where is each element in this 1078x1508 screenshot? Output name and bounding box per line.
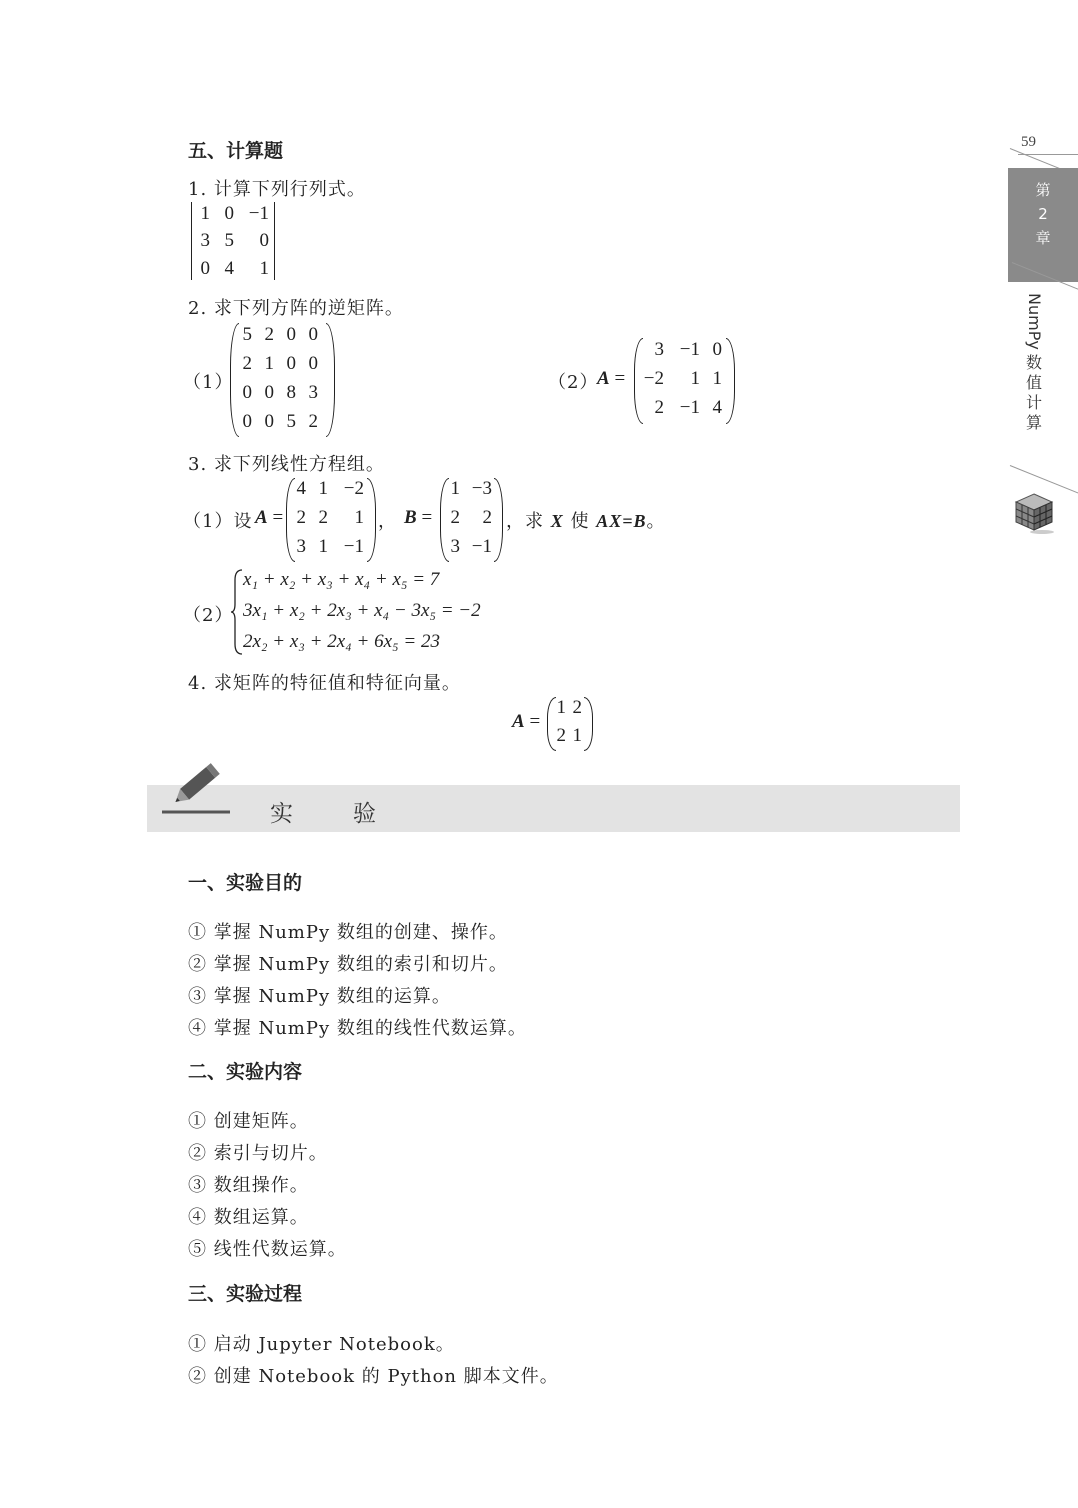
matrix-cell: −1	[471, 536, 492, 557]
paren-right	[326, 323, 335, 437]
system-equation: x₁ + x₂ + x₃ + x₄ + x₅ = 7	[243, 569, 440, 590]
det-cell: 5	[224, 230, 234, 251]
matrix-cell: 8	[286, 382, 296, 403]
matrix-cell: 2	[572, 697, 582, 718]
list-item: ① 掌握 NumPy 数组的创建、操作。	[188, 922, 508, 943]
matrix-cell: 0	[712, 339, 722, 360]
equation-lhs: B =	[404, 507, 433, 528]
chapter-title-latin: NumPy	[1025, 293, 1044, 350]
det-cell: 3	[200, 230, 210, 251]
matrix-cell: 3	[296, 536, 306, 557]
equation-lhs: A =	[597, 368, 626, 389]
matrix-cell: 0	[308, 353, 318, 374]
tail-text: 。	[646, 511, 666, 532]
label-2-1: （1）	[183, 372, 234, 393]
matrix-cell: 0	[242, 411, 252, 432]
matrix-cell: 5	[286, 411, 296, 432]
matrix-cell: 0	[308, 324, 318, 345]
matrix-cell: −1	[679, 339, 700, 360]
list-item: ② 索引与切片。	[188, 1143, 328, 1164]
list-item: ③ 掌握 NumPy 数组的运算。	[188, 986, 451, 1007]
question-1: 1. 计算下列行列式。	[188, 179, 366, 200]
question-2: 2. 求下列方阵的逆矩阵。	[188, 298, 404, 319]
matrix-cell: 4	[296, 478, 306, 499]
tail-text: 使	[570, 511, 590, 532]
matrix-cell: 2	[308, 411, 318, 432]
section-heading: 三、实验过程	[188, 1283, 303, 1305]
matrix-cell: 2	[242, 353, 252, 374]
matrix-cell: 2	[654, 397, 664, 418]
matrix-cell: 3	[450, 536, 460, 557]
question-4: 4. 求矩阵的特征值和特征向量。	[188, 673, 461, 694]
matrix-cell: 1	[354, 507, 364, 528]
matrix-cell: 2	[318, 507, 328, 528]
matrix-cell: 2	[450, 507, 460, 528]
matrix-cell: 1	[556, 697, 566, 718]
question-3: 3. 求下列线性方程组。	[188, 454, 385, 475]
matrix-cell: 3	[308, 382, 318, 403]
det-cell: 0	[200, 258, 210, 279]
matrix-cell: 2	[556, 725, 566, 746]
banner-title: 实验	[270, 801, 436, 827]
matrix-cell: 0	[286, 353, 296, 374]
matrix-cell: 1	[690, 368, 700, 389]
paren-right	[726, 338, 735, 424]
equation-lhs: A =	[512, 711, 541, 732]
system-brace	[230, 568, 244, 656]
chapter-label-3: 章	[1035, 229, 1051, 247]
list-item: ③ 数组操作。	[188, 1175, 309, 1196]
list-item: ⑤ 线性代数运算。	[188, 1239, 347, 1260]
chapter-label-1: 第	[1035, 181, 1051, 199]
tail-text: ，求	[506, 511, 544, 532]
chapter-title-vertical	[1022, 293, 1046, 433]
matrix-cell: 0	[242, 382, 252, 403]
matrix-cell: 3	[654, 339, 664, 360]
matrix-cell: 1	[318, 536, 328, 557]
det-cell: 0	[259, 230, 269, 251]
paren-right	[367, 478, 376, 562]
matrix-cell: 4	[712, 397, 722, 418]
experiment-banner	[147, 785, 960, 832]
det-cell: 1	[200, 203, 210, 224]
matrix-cell: 1	[264, 353, 274, 374]
chapter-title-char: 值	[1025, 372, 1042, 392]
matrix-cell: −3	[471, 478, 492, 499]
separator: ，	[378, 511, 397, 532]
list-item: ① 创建矩阵。	[188, 1111, 309, 1132]
equation-AX-B: AX=B	[596, 511, 647, 531]
pencil-icon	[160, 762, 232, 820]
list-item: ② 创建 Notebook 的 Python 脚本文件。	[188, 1366, 559, 1387]
var-A: A	[597, 368, 610, 389]
matrix-cell: 0	[264, 382, 274, 403]
system-equation: 2x₂ + x₃ + 2x₄ + 6x₅ = 23	[243, 631, 440, 652]
label-3-1: （1）设	[183, 511, 253, 532]
matrix-cell: 1	[572, 725, 582, 746]
det-cell: 0	[224, 203, 234, 224]
paren-right	[584, 697, 593, 751]
det-cell: 1	[259, 258, 269, 279]
list-item: ④ 数组运算。	[188, 1207, 309, 1228]
matrix-cell: 1	[318, 478, 328, 499]
var-X: X	[550, 511, 564, 531]
det-cell: 4	[224, 258, 234, 279]
chapter-label-2: 2	[1038, 205, 1048, 223]
matrix-cell: 1	[712, 368, 722, 389]
chapter-title-char: 算	[1025, 412, 1042, 432]
chapter-title-char: 计	[1025, 392, 1042, 412]
matrix-cell: 1	[450, 478, 460, 499]
paren-left	[230, 323, 239, 437]
matrix-cell: −1	[679, 397, 700, 418]
page-number: 59	[1021, 134, 1036, 150]
list-item: ① 启动 Jupyter Notebook。	[188, 1334, 455, 1355]
paren-right	[494, 478, 503, 562]
rubiks-cube-icon	[1012, 492, 1056, 534]
matrix-cell: 0	[264, 411, 274, 432]
var-A: A	[512, 711, 525, 732]
equation-lhs: A =	[255, 507, 284, 528]
section-heading: 二、实验内容	[188, 1061, 303, 1083]
section-heading: 一、实验目的	[188, 872, 303, 894]
matrix-cell: 0	[286, 324, 296, 345]
matrix-cell: 2	[482, 507, 492, 528]
matrix-cell: −1	[343, 536, 364, 557]
list-item: ④ 掌握 NumPy 数组的线性代数运算。	[188, 1018, 527, 1039]
det-cell: −1	[248, 203, 269, 224]
question-3-1-tail	[506, 507, 666, 533]
matrix-cell: −2	[343, 478, 364, 499]
label-2-2: （2）	[548, 372, 599, 393]
matrix-cell: 5	[242, 324, 252, 345]
matrix-cell: 2	[296, 507, 306, 528]
var-A: A	[255, 507, 268, 528]
chapter-title-char: 数	[1025, 352, 1042, 372]
var-B: B	[404, 507, 417, 528]
matrix-cell: 2	[264, 324, 274, 345]
list-item: ② 掌握 NumPy 数组的索引和切片。	[188, 954, 508, 975]
section-heading: 五、计算题	[188, 140, 284, 162]
system-equation: 3x₁ + x₂ + 2x₃ + x₄ − 3x₅ = −2	[243, 600, 481, 621]
matrix-cell: −2	[643, 368, 664, 389]
label-3-2: （2）	[183, 605, 234, 626]
